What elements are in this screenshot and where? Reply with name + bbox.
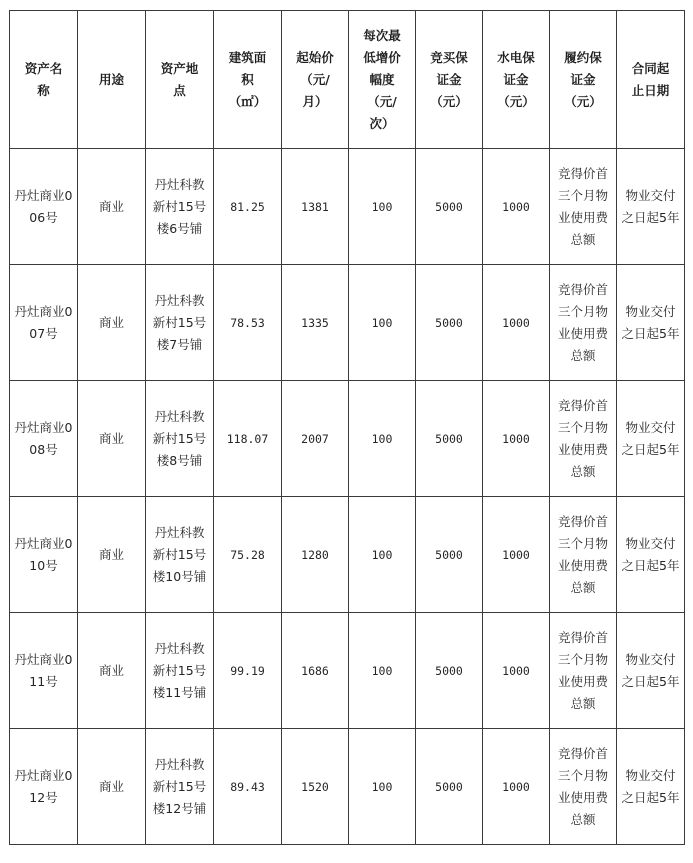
cell-location: 丹灶科教新村15号楼11号铺 <box>146 613 214 729</box>
cell-utility-deposit: 1000 <box>483 381 550 497</box>
table-header <box>10 11 685 149</box>
cell-use: 商业 <box>78 149 146 265</box>
cell-location: 丹灶科教新村15号楼10号铺 <box>146 497 214 613</box>
cell-performance-deposit: 竞得价首三个月物业使用费总额 <box>550 149 617 265</box>
cell-performance-deposit: 竞得价首三个月物业使用费总额 <box>550 497 617 613</box>
cell-asset-name: 丹灶商业006号 <box>10 149 78 265</box>
cell-utility-deposit: 1000 <box>483 149 550 265</box>
cell-use: 商业 <box>78 265 146 381</box>
cell-asset-name: 丹灶商业007号 <box>10 265 78 381</box>
header-bid-deposit: 竞买保 证金 （元） <box>416 11 483 149</box>
cell-asset-name: 丹灶商业012号 <box>10 729 78 845</box>
cell-start-price: 1335 <box>282 265 349 381</box>
header-increment: 每次最 低增价 幅度 （元/ 次） <box>349 11 416 149</box>
cell-bid-deposit: 5000 <box>416 729 483 845</box>
cell-utility-deposit: 1000 <box>483 729 550 845</box>
cell-use: 商业 <box>78 497 146 613</box>
cell-contract-period: 物业交付之日起5年 <box>617 729 685 845</box>
cell-area: 118.07 <box>214 381 282 497</box>
cell-contract-period: 物业交付之日起5年 <box>617 265 685 381</box>
cell-utility-deposit: 1000 <box>483 265 550 381</box>
header-asset-name: 资产名 称 <box>10 11 78 149</box>
cell-contract-period: 物业交付之日起5年 <box>617 613 685 729</box>
table-row <box>10 381 685 497</box>
cell-bid-deposit: 5000 <box>416 613 483 729</box>
cell-bid-deposit: 5000 <box>416 265 483 381</box>
cell-area: 99.19 <box>214 613 282 729</box>
cell-start-price: 1381 <box>282 149 349 265</box>
header-row <box>10 11 685 149</box>
header-performance-deposit: 履约保 证金 （元） <box>550 11 617 149</box>
cell-performance-deposit: 竞得价首三个月物业使用费总额 <box>550 381 617 497</box>
cell-location: 丹灶科教新村15号楼7号铺 <box>146 265 214 381</box>
header-area: 建筑面 积 （㎡） <box>214 11 282 149</box>
table-row <box>10 613 685 729</box>
cell-area: 81.25 <box>214 149 282 265</box>
header-utility-deposit: 水电保 证金 （元） <box>483 11 550 149</box>
cell-increment: 100 <box>349 149 416 265</box>
table-row <box>10 265 685 381</box>
cell-contract-period: 物业交付之日起5年 <box>617 149 685 265</box>
cell-area: 78.53 <box>214 265 282 381</box>
cell-asset-name: 丹灶商业011号 <box>10 613 78 729</box>
cell-start-price: 1280 <box>282 497 349 613</box>
cell-start-price: 1686 <box>282 613 349 729</box>
header-contract-period: 合同起 止日期 <box>617 11 685 149</box>
header-start-price: 起始价 （元/ 月） <box>282 11 349 149</box>
cell-contract-period: 物业交付之日起5年 <box>617 497 685 613</box>
cell-use: 商业 <box>78 613 146 729</box>
cell-increment: 100 <box>349 729 416 845</box>
cell-start-price: 1520 <box>282 729 349 845</box>
cell-start-price: 2007 <box>282 381 349 497</box>
header-use: 用途 <box>78 11 146 149</box>
cell-bid-deposit: 5000 <box>416 381 483 497</box>
cell-performance-deposit: 竞得价首三个月物业使用费总额 <box>550 613 617 729</box>
cell-contract-period: 物业交付之日起5年 <box>617 381 685 497</box>
cell-increment: 100 <box>349 381 416 497</box>
cell-increment: 100 <box>349 497 416 613</box>
cell-performance-deposit: 竞得价首三个月物业使用费总额 <box>550 265 617 381</box>
cell-increment: 100 <box>349 613 416 729</box>
table-row <box>10 149 685 265</box>
table-body <box>10 149 685 845</box>
cell-location: 丹灶科教新村15号楼8号铺 <box>146 381 214 497</box>
table-row <box>10 729 685 845</box>
cell-increment: 100 <box>349 265 416 381</box>
cell-utility-deposit: 1000 <box>483 613 550 729</box>
cell-location: 丹灶科教新村15号楼6号铺 <box>146 149 214 265</box>
cell-performance-deposit: 竞得价首三个月物业使用费总额 <box>550 729 617 845</box>
cell-asset-name: 丹灶商业010号 <box>10 497 78 613</box>
cell-area: 75.28 <box>214 497 282 613</box>
header-location: 资产地 点 <box>146 11 214 149</box>
asset-auction-table <box>9 10 685 845</box>
cell-use: 商业 <box>78 729 146 845</box>
cell-asset-name: 丹灶商业008号 <box>10 381 78 497</box>
cell-utility-deposit: 1000 <box>483 497 550 613</box>
table-row <box>10 497 685 613</box>
cell-use: 商业 <box>78 381 146 497</box>
cell-location: 丹灶科教新村15号楼12号铺 <box>146 729 214 845</box>
cell-bid-deposit: 5000 <box>416 149 483 265</box>
cell-area: 89.43 <box>214 729 282 845</box>
cell-bid-deposit: 5000 <box>416 497 483 613</box>
